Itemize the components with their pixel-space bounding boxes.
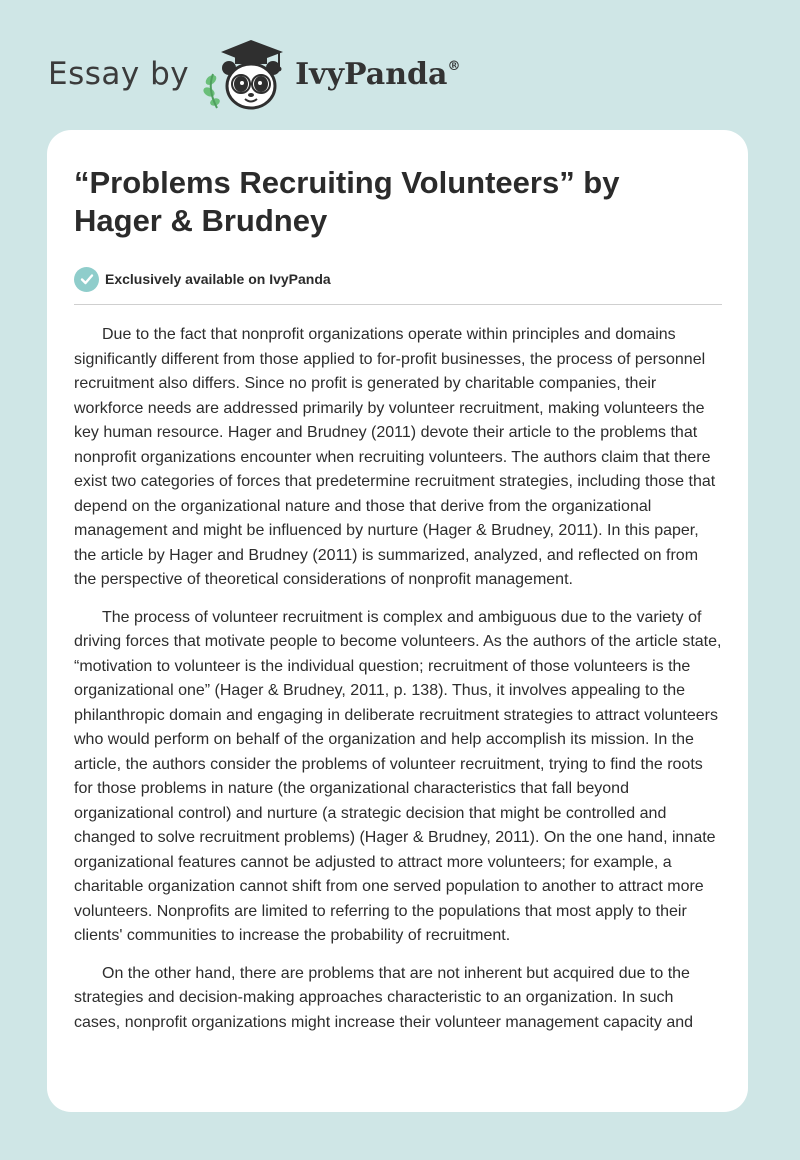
paragraph: On the other hand, there are problems that are not inherent but acquired due to the strategies and decision-making approaches characteristic to an organization. In such cases, nonprofit organizations might increase their volunteer management capacity and (74, 964, 694, 1031)
essay-title: “Problems Recruiting Volunteers” by Hager & Brudney (74, 165, 620, 238)
brand-text: IvyPanda (295, 56, 448, 92)
paragraph: The process of volunteer recruitment is complex and ambiguous due to the variety of driving forces that motivate people to become volunteers. As the authors of the article state, “motivation to volunteer is the individual question; recruitment of those volunteers is the organizational one” (Hager & Brudney, 2011, p. 138). Thus, it involves appealing to the philanthropic domain and engaging in deliberate recruitment strategies to attract volunteers who would perform on behalf of the organization and help accomplish its mission. In the article, the authors consider the problems of volunteer recruitment, trying to find the roots for those problems in nature (the organizational characteristics that fall beyond organizational control) and nurture (a strategic decision that might be controlled and changed to solve recruitment problems) (Hager & Brudney, 2011). On the one hand, innate organizational features cannot be adjusted to attract more volunteers; for example, a charitable organization cannot shift from one served population to another to attract more volunteers. Nonprofits are limited to referring to the populations that most apply to their clients' communities to increase the probability of recruitment. (74, 608, 722, 944)
essay-body (74, 323, 724, 1035)
trademark-symbol: ® (447, 58, 461, 74)
ivypanda-logo-icon[interactable] (199, 34, 291, 114)
essay-by-label: Essay by (48, 56, 190, 92)
ivypanda-brand-name[interactable] (295, 57, 460, 92)
check-icon (74, 267, 99, 292)
essay-card (47, 130, 748, 1112)
paragraph: Due to the fact that nonprofit organizations operate within principles and domains significantly different from those applied to for-profit businesses, the process of personnel recruitment also differs. Since no profit is generated by charitable companies, their workforce needs are addressed primarily by volunteer recruitment, making volunteers the key human resource. Hager and Brudney (2011) devote their article to the problems that nonprofit organizations encounter when recruiting volunteers. The authors claim that there exist two categories of forces that predetermine recruitment strategies, including those that depend on the organizational nature and those that derive from the organizational management and might be influenced by nurture (Hager & Brudney, 2011). In this paper, the article by Hager and Brudney (2011) is summarized, analyzed, and reflected on from the perspective of theoretical considerations of nonprofit management. (74, 326, 716, 588)
divider (74, 304, 722, 305)
exclusive-label: Exclusively available on IvyPanda (105, 271, 331, 287)
exclusive-badge (74, 266, 722, 292)
site-header (48, 34, 460, 114)
